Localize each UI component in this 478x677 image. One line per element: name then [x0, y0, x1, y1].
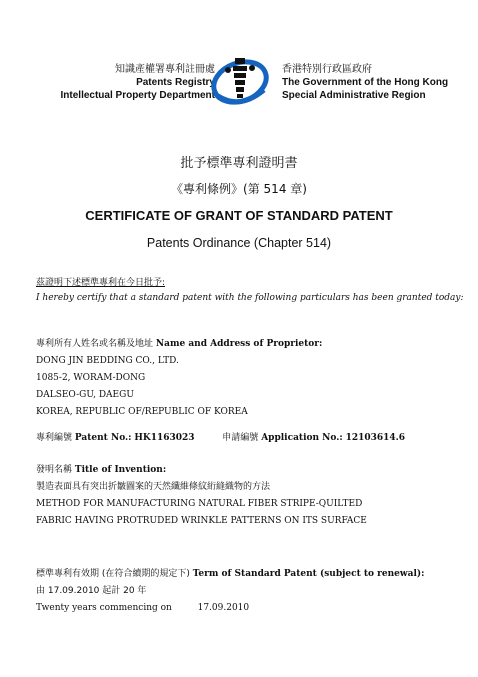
invention-label-zh: 發明名稱	[36, 465, 73, 475]
invention-section	[36, 462, 367, 530]
term-en-prefix: Twenty years commencing on	[36, 603, 172, 613]
government-line-2: Special Administrative Region	[282, 90, 426, 101]
proprietor-line: DONG JIN BEDDING CO., LTD.	[36, 356, 179, 366]
hksar-emblem-icon	[208, 50, 272, 110]
term-section	[36, 566, 425, 617]
issuer-line-2: Intellectual Property Department	[60, 90, 215, 101]
numbers-row	[36, 430, 405, 447]
proprietor-line: 1085-2, WORAM-DONG	[36, 373, 146, 383]
proprietor-label	[36, 336, 322, 353]
government-line-1: The Government of the Hong Kong	[282, 77, 449, 88]
issuer-name-zh: 知識產權署專利註冊處	[115, 64, 215, 75]
issuer-line-1: Patents Registry	[136, 77, 215, 88]
certify-zh: 茲證明下述標準專利在今日批予:	[36, 278, 166, 288]
certificate-title-zh: 批予標準專利證明書	[180, 156, 298, 171]
proprietor-line: DALSEO-GU, DAEGU	[36, 390, 134, 400]
certify-en: I hereby certify that a standard patent with the following particulars has been granted today:	[36, 293, 464, 303]
certify-statement	[36, 276, 464, 306]
patent-no-value: HK1163023	[134, 433, 195, 443]
term-zh: 由 17.09.2010 起計 20 年	[36, 586, 147, 596]
patent-no-label: Patent No.:	[74, 433, 132, 443]
government-name-zh: 香港特別行政區政府	[282, 64, 372, 75]
application-no-label-zh: 申請編號	[222, 433, 259, 443]
term-label-zh: 標準專利有效期 (在符合續期的規定下)	[36, 569, 190, 579]
proprietor-line: KOREA, REPUBLIC OF/REPUBLIC OF KOREA	[36, 407, 248, 417]
issuer-block	[40, 63, 215, 102]
term-en-date: 17.09.2010	[197, 603, 250, 613]
proprietor-section	[36, 336, 322, 421]
ordinance-en: Patents Ordinance (Chapter 514)	[146, 236, 332, 250]
application-no-value: 12103614.6	[345, 433, 406, 443]
application-no-label: Application No.:	[261, 433, 343, 443]
term-label-en: Term of Standard Patent (subject to renewal):	[192, 569, 425, 579]
invention-title-line: METHOD FOR MANUFACTURING NATURAL FIBER STRIPE-QUILTED	[36, 499, 363, 509]
invention-title-line: FABRIC HAVING PROTRUDED WRINKLE PATTERNS ON ITS SURFACE	[36, 516, 367, 526]
patent-no-label-zh: 專利編號	[36, 433, 73, 443]
proprietor-label-zh: 專利所有人姓名或名稱及地址	[36, 339, 154, 349]
invention-label-en: Title of Invention:	[74, 465, 167, 475]
invention-title-zh: 製造表面具有突出折皺圖案的天然纖維條紋絎縫織物的方法	[36, 482, 271, 492]
government-block	[282, 63, 472, 102]
certificate-title: CERTIFICATE OF GRANT OF STANDARD PATENT	[85, 208, 393, 223]
ordinance-zh: 《專利條例》(第 514 章)	[171, 182, 307, 196]
proprietor-label-en: Name and Address of Proprietor:	[155, 339, 323, 349]
